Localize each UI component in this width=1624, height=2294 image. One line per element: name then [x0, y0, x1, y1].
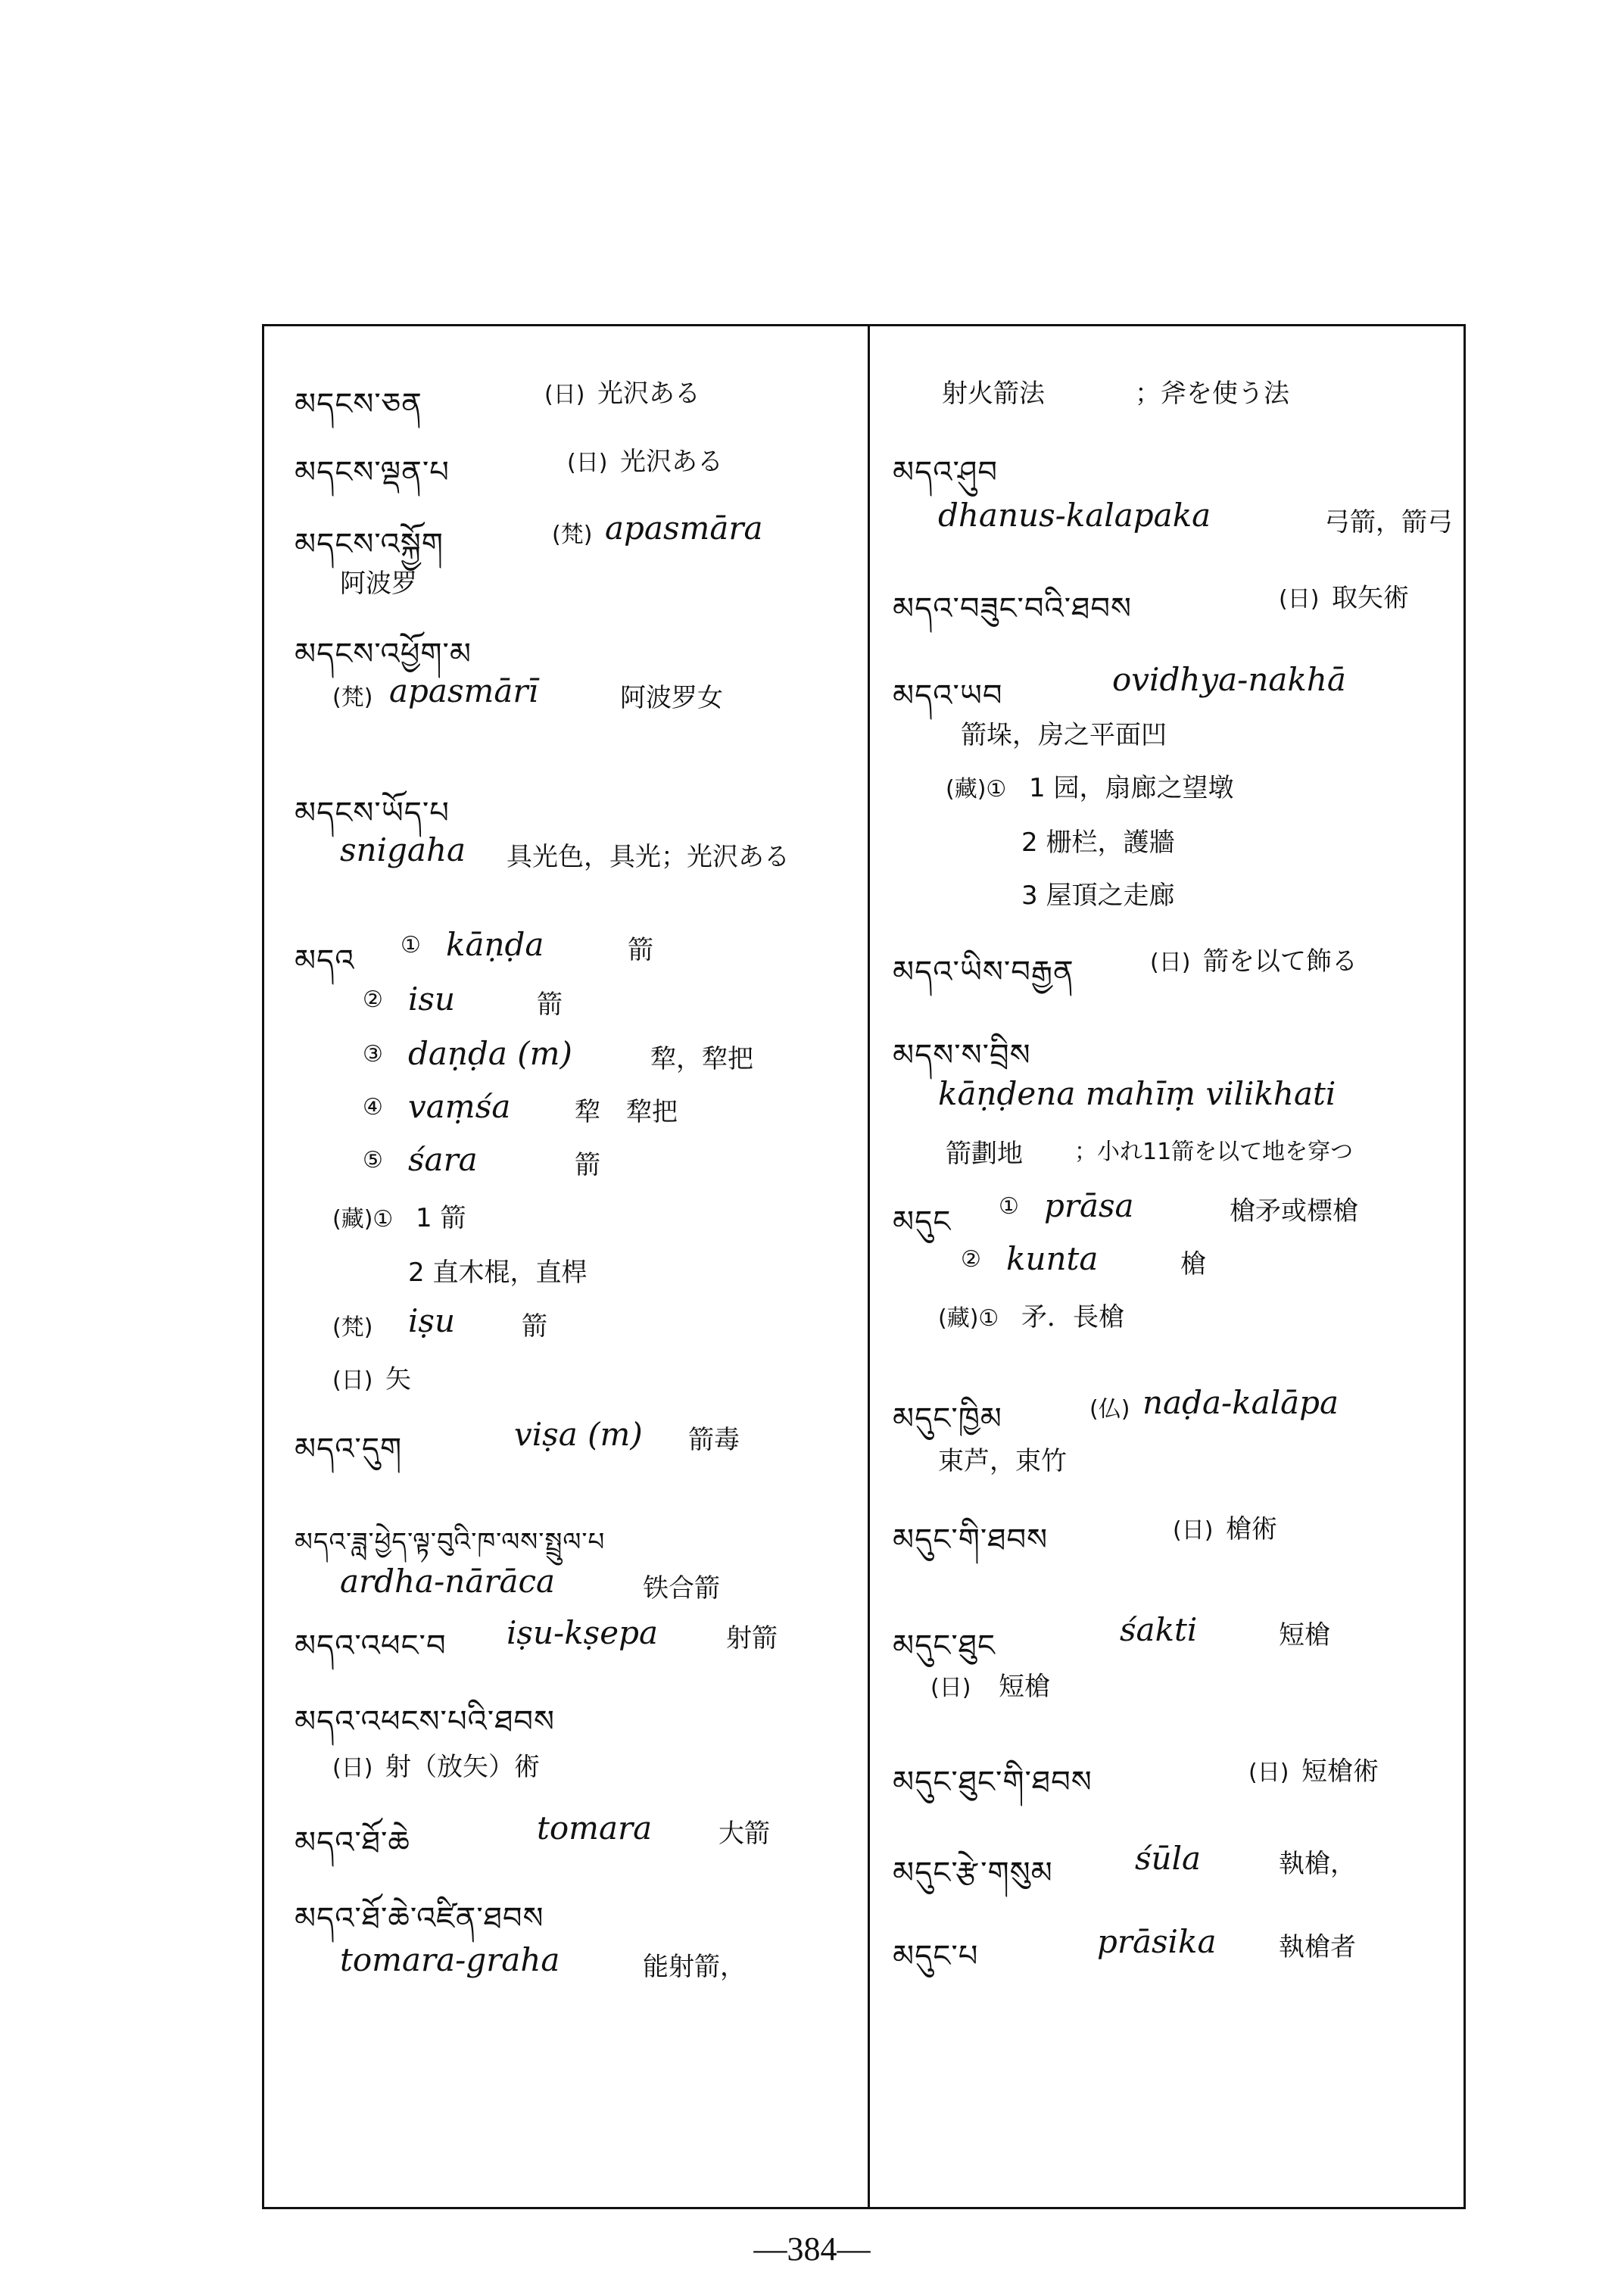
- sanskrit-term: apasmārī: [389, 672, 538, 709]
- chinese-gloss: 铁合箭: [643, 1573, 720, 1604]
- sense-number: ②: [363, 986, 383, 1013]
- sanskrit-term: viṣa (m): [514, 1416, 643, 1453]
- sanskrit-term: iṣu-kṣepa: [507, 1614, 659, 1651]
- sanskrit-term: apasmāra: [605, 510, 763, 547]
- language-tag: (藏)①: [332, 1206, 394, 1233]
- sanskrit-term: prāsika: [1097, 1923, 1217, 1960]
- language-tag: (日): [1173, 1517, 1214, 1544]
- sanskrit-term: ardha-nārāca: [340, 1563, 556, 1600]
- japanese-gloss: 短槍術: [1301, 1756, 1379, 1787]
- chinese-gloss: 犂，犂把: [650, 1044, 753, 1074]
- tibetan-headword: མདའ་ཟླ་ཕྱེད་ལྟ་བུའི་ཁ་ལས་སྤྲུལ་པ: [295, 1527, 606, 1557]
- language-tag: (仏): [1089, 1396, 1130, 1423]
- sense-number: ③: [363, 1041, 383, 1068]
- chinese-gloss: 槍: [1180, 1249, 1206, 1279]
- chinese-gloss: 具光色，具光；光沢ある: [507, 842, 790, 872]
- sense-number: ②: [961, 1246, 981, 1273]
- tibetan-headword: མདུང་རྩེ་གསུམ: [893, 1856, 1053, 1890]
- chinese-gloss: 箭: [575, 1150, 600, 1180]
- chinese-gloss: 執槍者: [1279, 1932, 1356, 1962]
- sanskrit-term: ovidhya-nakhā: [1112, 661, 1346, 698]
- chinese-gloss: 束芦，束竹: [938, 1446, 1067, 1476]
- sanskrit-term: vaṃśa: [408, 1088, 511, 1125]
- chinese-gloss: 箭毒: [688, 1425, 740, 1455]
- tibetan-headword: མདུང: [893, 1205, 952, 1239]
- sanskrit-term: prāsa: [1044, 1187, 1134, 1224]
- sanskrit-term: śara: [408, 1141, 478, 1178]
- tibetan-headword: མདའ་དུག: [295, 1432, 403, 1466]
- sanskrit-term: kāṇḍa: [446, 926, 544, 963]
- tibetan-headword: མདངས་འཕྱོག་མ: [295, 637, 472, 672]
- chinese-gloss: 射火箭法: [942, 379, 1045, 409]
- chinese-gloss: 箭: [522, 1311, 547, 1342]
- tibetan-headword: མདུང་ཐུང: [893, 1629, 996, 1663]
- japanese-gloss: 射（放矢）術: [385, 1752, 540, 1782]
- japanese-gloss: 箭を以て飾る: [1203, 946, 1357, 977]
- language-tag: (梵): [332, 1314, 373, 1341]
- sense-number: ⑤: [363, 1147, 383, 1173]
- tibetan-headword: མདངས་ཡོད་པ: [295, 796, 450, 831]
- sanskrit-term: daṇḍa (m): [408, 1035, 572, 1072]
- language-tag: (日): [332, 1755, 373, 1781]
- chinese-gloss: 執槍，: [1279, 1849, 1356, 1879]
- language-tag: (藏)①: [938, 1305, 999, 1332]
- tibetan-gloss: 3 屋頂之走廊: [1021, 881, 1175, 911]
- sanskrit-term: tomara-graha: [340, 1941, 560, 1978]
- tibetan-headword: མདུང་ཐུང་གི་ཐབས: [893, 1765, 1093, 1800]
- tibetan-headword: མདའ་འཕངས་པའི་ཐབས: [295, 1704, 555, 1739]
- chinese-gloss: 阿波罗女: [620, 683, 723, 713]
- tibetan-headword: མདའ་ཡབ: [893, 678, 1003, 713]
- japanese-gloss: 光沢ある: [597, 379, 700, 409]
- tibetan-headword: མདུང་པ: [893, 1939, 979, 1974]
- language-tag: (日): [1279, 586, 1320, 612]
- tibetan-headword: མདའ་བཟུང་བའི་ཐབས: [893, 591, 1132, 626]
- japanese-gloss: 短槍: [999, 1672, 1050, 1702]
- chinese-gloss: 箭: [537, 990, 563, 1020]
- tibetan-headword: མདའ་ཐོ་ཆེ་འཛིན་ཐབས: [295, 1901, 544, 1936]
- sanskrit-term: dhanus-kalapaka: [938, 497, 1211, 534]
- tibetan-gloss: 1 箭: [416, 1203, 466, 1233]
- sanskrit-term: isu: [408, 980, 456, 1018]
- overlay-right: [870, 324, 1463, 1558]
- tibetan-headword: མདའ་ཤུབ: [893, 455, 998, 490]
- language-tag: (日): [930, 1675, 971, 1701]
- sanskrit-term: snigaha: [340, 831, 466, 868]
- japanese-gloss: ；斧を使う法: [1135, 379, 1289, 409]
- tibetan-gloss: 2 栅栏，護牆: [1021, 828, 1175, 858]
- chinese-gloss: 槍矛或標槍: [1230, 1196, 1358, 1226]
- language-tag: (日): [567, 450, 608, 476]
- chinese-gloss: 大箭: [718, 1819, 770, 1849]
- japanese-gloss: 槍術: [1226, 1514, 1277, 1544]
- chinese-gloss: 弓箭，箭弓: [1324, 507, 1453, 538]
- sense-number: ①: [999, 1193, 1019, 1220]
- language-tag: (梵): [332, 684, 373, 711]
- sanskrit-term: kunta: [1006, 1240, 1099, 1277]
- chinese-gloss: 箭垛，房之平面凹: [961, 720, 1167, 750]
- tibetan-headword: མདངས་ཅན: [295, 387, 422, 422]
- tibetan-gloss: 1 园，扇廊之望墩: [1029, 773, 1234, 803]
- language-tag: (日): [332, 1367, 373, 1394]
- chinese-gloss: 箭劃地: [946, 1139, 1023, 1169]
- language-tag: (梵): [552, 522, 593, 548]
- japanese-gloss: ；小れ11箭を以て地を穿つ: [1074, 1139, 1354, 1165]
- tibetan-headword: མདངས་ལྡན་པ: [295, 455, 450, 490]
- tibetan-headword: མདངས་འསྐྱོག: [295, 527, 444, 562]
- sanskrit-term: śūla: [1135, 1840, 1202, 1877]
- chinese-gloss: 短槍: [1279, 1620, 1330, 1650]
- sanskrit-term: tomara: [537, 1809, 653, 1847]
- sense-number: ④: [363, 1094, 383, 1121]
- tibetan-gloss: 矛．長槍: [1021, 1302, 1124, 1332]
- chinese-gloss: 阿波罗: [340, 569, 417, 599]
- language-tag: (日): [1248, 1759, 1289, 1786]
- tibetan-headword: མདའ་ཐོ་ཆེ: [295, 1825, 410, 1860]
- language-tag: (藏)①: [946, 776, 1007, 803]
- japanese-gloss: 光沢ある: [620, 447, 723, 477]
- tibetan-headword: མདའ: [295, 943, 355, 978]
- tibetan-headword: མདས་ས་བྲིས: [893, 1038, 1031, 1073]
- page-number: —384—: [753, 2230, 871, 2268]
- sanskrit-term: iṣu: [408, 1302, 456, 1339]
- tibetan-headword: མདུང་ཁྱིམ: [893, 1401, 1002, 1436]
- japanese-gloss: 矢: [385, 1364, 411, 1395]
- sense-number: ①: [401, 932, 421, 958]
- tibetan-headword: མདའ་ཡིས་བརྒྱན: [893, 955, 1074, 990]
- sanskrit-term: naḍa-kalāpa: [1142, 1384, 1339, 1421]
- tibetan-gloss: 2 直木棍，直桿: [408, 1258, 588, 1288]
- japanese-gloss: 取矢術: [1332, 583, 1409, 613]
- tibetan-headword: མདའ་འཕང་བ: [295, 1629, 447, 1663]
- language-tag: (日): [544, 382, 585, 408]
- sanskrit-term: śakti: [1120, 1611, 1198, 1648]
- tibetan-headword: མདུང་གི་ཐབས: [893, 1523, 1049, 1557]
- overlay-left: [264, 324, 868, 1558]
- chinese-gloss: 射箭: [726, 1623, 778, 1653]
- chinese-gloss: 箭: [628, 935, 653, 965]
- chinese-gloss: 能射箭，: [643, 1952, 746, 1982]
- sanskrit-term: kāṇḍena mahīṃ vilikhati: [938, 1075, 1336, 1112]
- chinese-gloss: 犂 犂把: [575, 1097, 678, 1127]
- language-tag: (日): [1150, 949, 1191, 976]
